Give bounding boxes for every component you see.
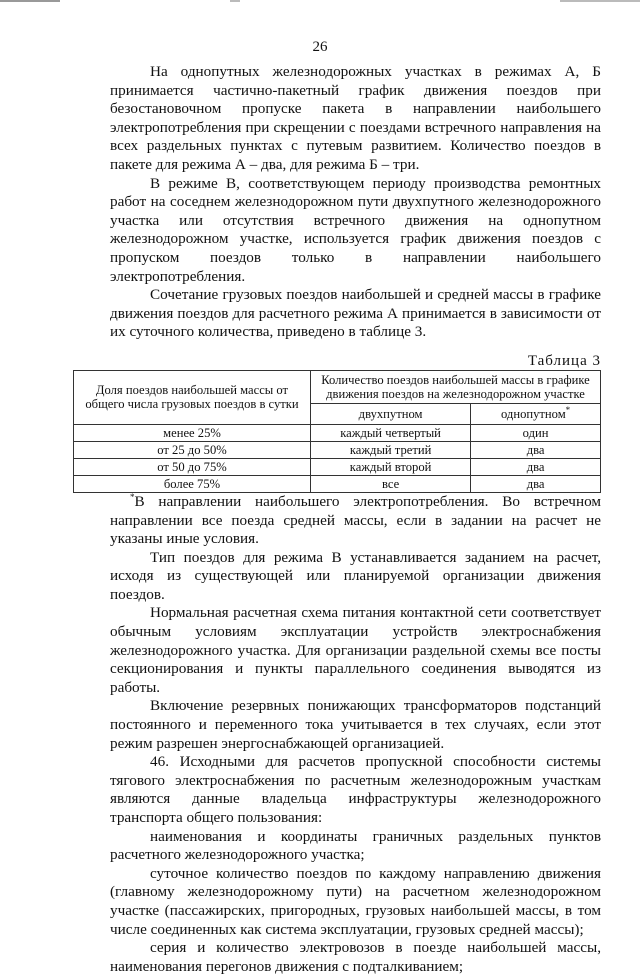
- paragraph: серия и количество электровозов в поезде наибольшей массы, наименования перегонов движения с подталкиванием;: [110, 939, 601, 975]
- group-header-count: Количество поездов наибольшей массы в графике движения поездов на железнодорожном участке: [311, 370, 601, 403]
- table-row: [74, 441, 601, 458]
- sub-header-single-track: [471, 403, 601, 424]
- footnote-text: В направлении наибольшего электропотребления. Во встречном направлении все поезда средней массы, если в задании на расчет не указаны иные условия.: [110, 492, 601, 548]
- text-block-before-table: [110, 63, 601, 342]
- cell: от 25 до 50%: [74, 441, 311, 458]
- paragraph: Нормальная расчетная схема питания контактной сети соответствует обычным условиям эксплуатации устройств электроснабжения железнодорожного участка. Для организации раздельной схемы все посты секционирования и пункты параллельного соединения выводятся из работы.: [110, 604, 601, 696]
- footnote-mark: *: [565, 404, 571, 415]
- cell: более 75%: [74, 475, 311, 492]
- text-block-after-table: [110, 493, 601, 976]
- paragraph: Сочетание грузовых поездов наибольшей и средней массы в графике движения поездов для расчетного режима А принимается в зависимости от их суточного количества, приведено в таблице 3.: [110, 286, 601, 341]
- cell: два: [471, 441, 601, 458]
- cell: каждый второй: [311, 458, 471, 475]
- cell: от 50 до 75%: [74, 458, 311, 475]
- paragraph: 46. Исходными для расчетов пропускной способности системы тягового электроснабжения по расчетным железнодорожным участкам являются данные владельца инфраструктуры железнодорожного транспорта общего пользования:: [110, 753, 601, 826]
- paragraph: наименования и координаты граничных раздельных пунктов расчетного железнодорожного участка;: [110, 827, 601, 864]
- paragraph: Включение резервных понижающих трансформаторов подстанций постоянного и переменного тока учитывается в тех случаях, если этот режим разрешен энергоснабжающей организацией.: [110, 697, 601, 752]
- table-row: [74, 475, 601, 492]
- cell: два: [471, 458, 601, 475]
- paragraph: На однопутных железнодорожных участках в режимах А, Б принимается частично-пакетный график движения поездов при безостановочном пропуске пакета в направлении наибольшего электропотребления при скрещении с поездами встречного направления на всех раздельных пунктах с путевым развитием. Количество поездов в пакете для режима А – два, для режима Б – три.: [110, 63, 601, 173]
- cell: каждый четвертый: [311, 424, 471, 441]
- cell: два: [471, 475, 601, 492]
- paragraph: Тип поездов для режима В устанавливается заданием на расчет, исходя из существующей или планируемой организации движения поездов.: [110, 548, 601, 603]
- table-row: [74, 424, 601, 441]
- table-3: [73, 370, 601, 493]
- paragraph: суточное количество поездов по каждому направлению движения (главному железнодорожному пути) на расчетном железнодорожном участке (пассажирских, пригородных, грузовых наибольшей массы, в том числе соединенных как система эксплуатации, грузовых средней массы);: [110, 864, 601, 938]
- cell: каждый третий: [311, 441, 471, 458]
- table-row: [74, 458, 601, 475]
- table-caption: Таблица 3: [527, 352, 601, 369]
- paragraph: В режиме В, соответствующем периоду производства ремонтных работ на соседнем железнодорожном пути двухпутного железнодорожного участка или отсутствия встречного движения на однопутном железнодорожном участке, используется график движения поездов с пропуском поездов только в направлении наибольшего электропотребления.: [110, 174, 601, 285]
- col-header-share: Доля поездов наибольшей массы от общего числа грузовых поездов в сутки: [74, 370, 311, 424]
- footnote-mark: *: [130, 491, 135, 502]
- scan-edge: [0, 0, 640, 2]
- cell: менее 25%: [74, 424, 311, 441]
- sub-header-double-track: двухпутном: [311, 403, 471, 424]
- page-content: [85, 63, 601, 976]
- footnote: [110, 493, 601, 549]
- page-number: 26: [312, 39, 328, 55]
- sub-header-label: однопутном: [500, 406, 566, 421]
- cell: один: [471, 424, 601, 441]
- cell: все: [311, 475, 471, 492]
